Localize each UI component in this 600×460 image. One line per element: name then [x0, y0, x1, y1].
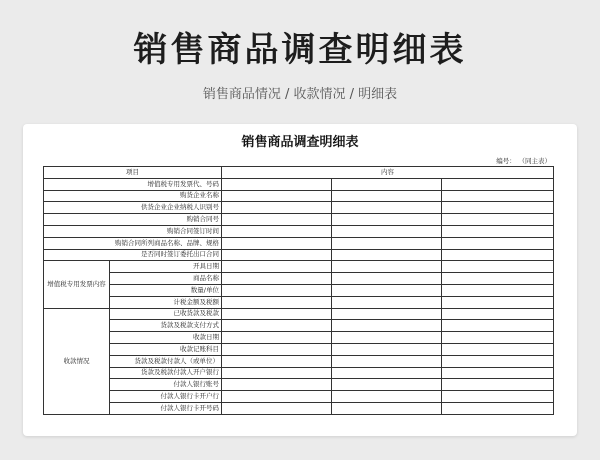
content-cell [442, 402, 554, 414]
content-cell [222, 391, 332, 403]
content-cell [442, 237, 554, 249]
content-cell [222, 367, 332, 379]
content-cell [222, 202, 332, 214]
number-label: 编号： [496, 157, 516, 165]
content-cell [442, 343, 554, 355]
header-content-cell: 内容 [222, 167, 554, 179]
document-preview-card [23, 124, 577, 436]
content-cell [332, 237, 442, 249]
content-cell [332, 367, 442, 379]
table-row [44, 202, 554, 214]
table-row [44, 391, 554, 403]
content-cell [332, 308, 442, 320]
group-label: 增值税专用发票内容 [44, 261, 110, 308]
document-title: 销售商品调查明细表 [241, 135, 359, 150]
content-cell [332, 296, 442, 308]
table-row [44, 367, 554, 379]
content-cell [442, 320, 554, 332]
table-row [44, 320, 554, 332]
content-cell [222, 379, 332, 391]
row-label: 供货企业企业纳税人识别号 [44, 202, 222, 214]
table-row [44, 332, 554, 344]
header-item-cell: 项目 [44, 167, 222, 179]
row-label: 货款及税款付款人开户银行 [110, 367, 222, 379]
row-label: 购销合同所列商品名称、品牌、规格 [44, 237, 222, 249]
content-cell [332, 320, 442, 332]
content-cell [442, 178, 554, 190]
content-cell [442, 261, 554, 273]
document-number [490, 157, 551, 166]
content-cell [332, 225, 442, 237]
content-cell [442, 284, 554, 296]
table-row [44, 296, 554, 308]
row-label: 购销合同号 [44, 214, 222, 226]
table-row [44, 190, 554, 202]
content-cell [332, 190, 442, 202]
content-cell [222, 308, 332, 320]
detail-table-body [44, 167, 554, 415]
row-label: 收款记账科目 [110, 343, 222, 355]
content-cell [222, 320, 332, 332]
content-cell [442, 308, 554, 320]
content-cell [222, 273, 332, 285]
table-row [44, 343, 554, 355]
page-subtitle: 销售商品情况 / 收款情况 / 明细表 [202, 87, 398, 102]
row-label: 付款人银行卡开户行 [110, 391, 222, 403]
row-label: 已收货款及税款 [110, 308, 222, 320]
content-cell [332, 379, 442, 391]
content-cell [442, 379, 554, 391]
table-row [44, 225, 554, 237]
content-cell [332, 284, 442, 296]
content-cell [332, 343, 442, 355]
content-cell [442, 249, 554, 261]
content-cell [222, 402, 332, 414]
row-label: 是否同时签订委托出口合同 [44, 249, 222, 261]
table-row [44, 214, 554, 226]
content-cell [222, 190, 332, 202]
row-label: 付款人银行账号 [110, 379, 222, 391]
table-row [44, 249, 554, 261]
content-cell [332, 249, 442, 261]
content-cell [222, 296, 332, 308]
table-row [44, 284, 554, 296]
row-label: 收款日期 [110, 332, 222, 344]
content-cell [442, 296, 554, 308]
content-cell [332, 273, 442, 285]
content-cell [222, 343, 332, 355]
row-label: 购销合同签订时间 [44, 225, 222, 237]
row-label: 付款人银行卡开号码 [110, 402, 222, 414]
content-cell [222, 249, 332, 261]
content-cell [222, 332, 332, 344]
content-cell [222, 214, 332, 226]
content-cell [332, 202, 442, 214]
content-cell [332, 391, 442, 403]
content-cell [442, 367, 554, 379]
content-cell [222, 178, 332, 190]
row-label: 货款及税款支付方式 [110, 320, 222, 332]
content-cell [332, 355, 442, 367]
content-cell [442, 190, 554, 202]
content-cell [222, 237, 332, 249]
table-row [44, 237, 554, 249]
content-cell [332, 332, 442, 344]
table-row [44, 308, 554, 320]
content-cell [442, 202, 554, 214]
row-label: 增值税专用发票代、号码 [44, 178, 222, 190]
row-label: 数量/单位 [110, 284, 222, 296]
content-cell [222, 261, 332, 273]
content-cell [442, 355, 554, 367]
content-cell [442, 214, 554, 226]
table-row [44, 273, 554, 285]
content-cell [332, 402, 442, 414]
content-cell [442, 391, 554, 403]
content-cell [442, 225, 554, 237]
content-cell [222, 284, 332, 296]
table-row [44, 178, 554, 190]
table-header-row [44, 167, 554, 179]
content-cell [442, 273, 554, 285]
row-label: 购货企业名称 [44, 190, 222, 202]
row-label: 货款及税款付款人（或单位） [110, 355, 222, 367]
content-cell [332, 214, 442, 226]
table-row [44, 379, 554, 391]
content-cell [332, 178, 442, 190]
row-label: 开具日期 [110, 261, 222, 273]
row-label: 商品名称 [110, 273, 222, 285]
number-note: （同主表） [521, 157, 551, 165]
table-row [44, 402, 554, 414]
row-label: 计税金额及税额 [110, 296, 222, 308]
content-cell [332, 261, 442, 273]
table-row [44, 261, 554, 273]
page-title: 销售商品调查明细表 [133, 30, 467, 70]
table-row [44, 355, 554, 367]
detail-table [43, 166, 554, 415]
content-cell [222, 225, 332, 237]
content-cell [442, 332, 554, 344]
content-cell [222, 355, 332, 367]
group-label: 收款情况 [44, 308, 110, 414]
